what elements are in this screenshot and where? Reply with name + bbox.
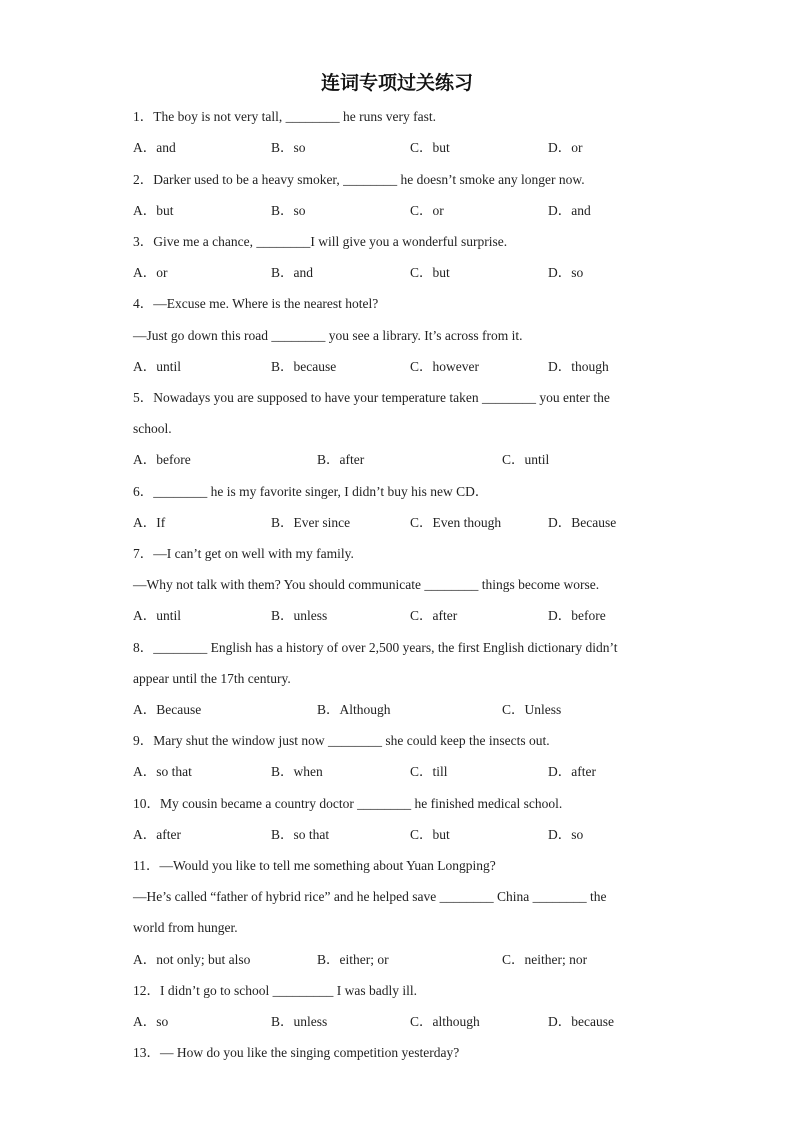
- question-7-line-1: 7．—I can’t get on well with my family.: [133, 546, 354, 561]
- question-1-option-b: B．so: [271, 140, 306, 155]
- question-7-option-c: C．after: [410, 608, 458, 623]
- question-11-option-b: B．either; or: [317, 952, 389, 967]
- question-11-option-c: C．neither; nor: [502, 952, 588, 967]
- question-9-option-a: A．so that: [133, 764, 192, 779]
- question-6-option-d: D．Because: [548, 515, 617, 530]
- question-12-option-c: C．although: [410, 1014, 480, 1029]
- question-5-option-c: C．until: [502, 452, 550, 467]
- question-7-line-2: —Why not talk with them? You should communicate ________ things become worse.: [133, 577, 600, 592]
- question-8-line-1: 8．________ English has a history of over 2,500 years, the first English dictionary didn’t: [133, 640, 618, 655]
- question-1-option-c: C．but: [410, 140, 450, 155]
- question-6-option-a: A．If: [133, 515, 166, 530]
- question-10-option-b: B．so that: [271, 827, 330, 842]
- question-4-option-b: B．because: [271, 359, 337, 374]
- question-4-option-c: C．however: [410, 359, 479, 374]
- question-12-line-1: 12．I didn’t go to school _________ I was badly ill.: [133, 983, 417, 998]
- question-9-line-1: 9．Mary shut the window just now ________ she could keep the insects out.: [133, 733, 550, 748]
- question-10-option-a: A．after: [133, 827, 181, 842]
- question-5-line-2: school.: [133, 421, 172, 436]
- question-3-option-a: A．or: [133, 265, 168, 280]
- question-5-line-1: 5．Nowadays you are supposed to have your temperature taken ________ you enter the: [133, 390, 610, 405]
- question-9-option-d: D．after: [548, 764, 596, 779]
- question-6-line-1: 6．________ he is my favorite singer, I didn’t buy his new CD．: [133, 484, 489, 499]
- question-8-option-c: C．Unless: [502, 702, 562, 717]
- question-10-option-c: C．but: [410, 827, 450, 842]
- question-2-option-d: D．and: [548, 203, 591, 218]
- question-3-option-b: B．and: [271, 265, 313, 280]
- question-6-option-c: C．Even though: [410, 515, 502, 530]
- question-9-option-b: B．when: [271, 764, 323, 779]
- question-4-line-2: —Just go down this road ________ you see a library. It’s across from it.: [133, 328, 523, 343]
- question-7-option-d: D．before: [548, 608, 606, 623]
- question-3-option-c: C．but: [410, 265, 450, 280]
- question-11-option-a: A．not only; but also: [133, 952, 251, 967]
- question-2-option-b: B．so: [271, 203, 306, 218]
- question-8-line-2: appear until the 17th century.: [133, 671, 291, 686]
- question-11-line-1: 11．—Would you like to tell me something about Yuan Longping?: [133, 858, 496, 873]
- question-12-option-d: D．because: [548, 1014, 614, 1029]
- question-12-option-b: B．unless: [271, 1014, 328, 1029]
- question-4-option-d: D．though: [548, 359, 609, 374]
- question-1-line-1: 1．The boy is not very tall, ________ he runs very fast.: [133, 109, 436, 124]
- question-3-line-1: 3．Give me a chance, ________I will give you a wonderful surprise.: [133, 234, 508, 249]
- question-10-line-1: 10．My cousin became a country doctor ________ he finished medical school.: [133, 796, 563, 811]
- question-9-option-c: C．till: [410, 764, 448, 779]
- question-2-line-1: 2．Darker used to be a heavy smoker, ________ he doesn’t smoke any longer now.: [133, 172, 585, 187]
- question-11-line-2: —He’s called “father of hybrid rice” and he helped save ________ China ________ the: [133, 889, 607, 904]
- page-title: 连词专项过关练习: [320, 72, 473, 94]
- question-11-line-3: world from hunger.: [133, 920, 238, 935]
- question-5-option-b: B．after: [317, 452, 365, 467]
- question-12-option-a: A．so: [133, 1014, 169, 1029]
- question-8-option-a: A．Because: [133, 702, 202, 717]
- question-1-option-a: A．and: [133, 140, 176, 155]
- question-7-option-b: B．unless: [271, 608, 328, 623]
- question-10-option-d: D．so: [548, 827, 584, 842]
- question-8-option-b: B．Although: [317, 702, 391, 717]
- question-2-option-c: C．or: [410, 203, 444, 218]
- question-4-option-a: A．until: [133, 359, 182, 374]
- question-5-option-a: A．before: [133, 452, 191, 467]
- question-2-option-a: A．but: [133, 203, 174, 218]
- question-13-line-1: 13．— How do you like the singing competition yesterday?: [133, 1045, 460, 1060]
- question-4-line-1: 4．—Excuse me. Where is the nearest hotel?: [133, 296, 379, 311]
- question-1-option-d: D．or: [548, 140, 583, 155]
- question-3-option-d: D．so: [548, 265, 584, 280]
- question-6-option-b: B．Ever since: [271, 515, 351, 530]
- question-7-option-a: A．until: [133, 608, 182, 623]
